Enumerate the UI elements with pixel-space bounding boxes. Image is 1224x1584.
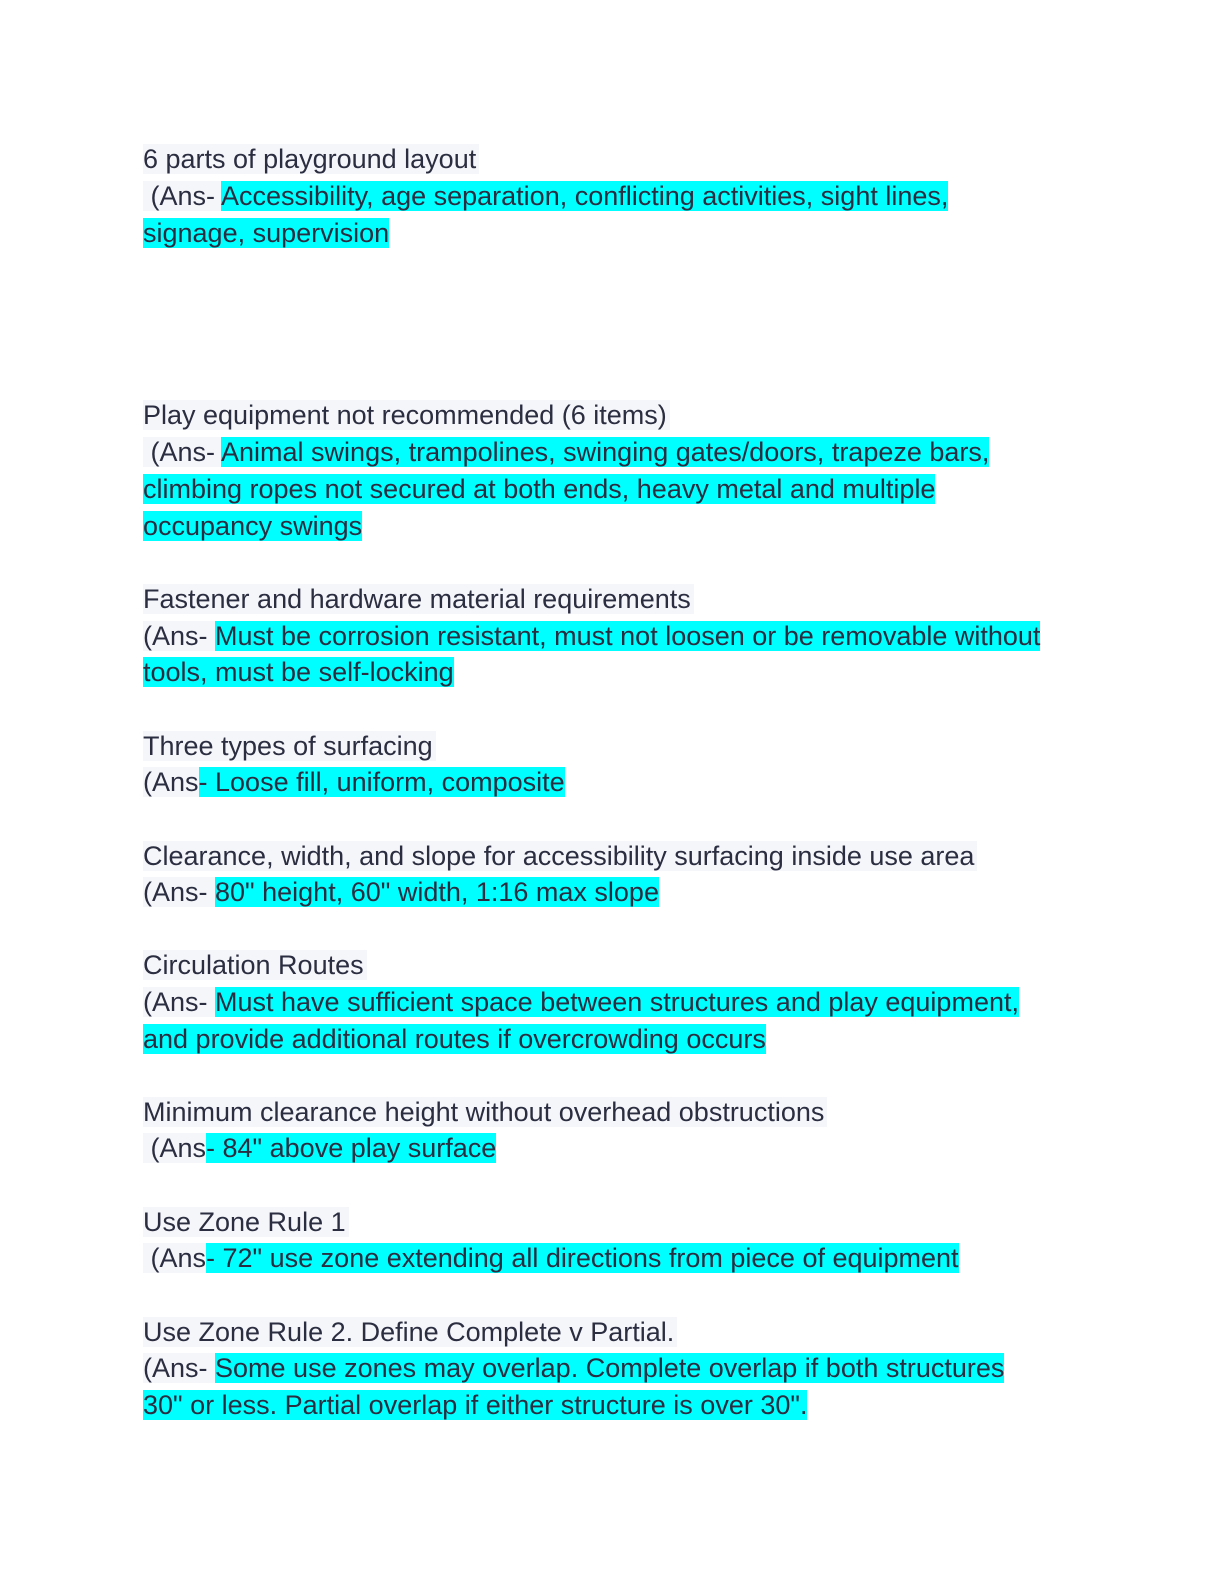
question-label: Fastener and hardware material requirements <box>143 584 694 614</box>
answer-highlight: Animal swings, trampolines, swinging gates/doors, trapeze bars, <box>221 437 990 467</box>
answer-prefix: (Ans- <box>143 621 216 651</box>
answer-prefix: (Ans- <box>143 1353 216 1383</box>
answer-highlight: signage, supervision <box>143 218 390 248</box>
answer-highlight: and provide additional routes if overcrowding occurs <box>143 1024 766 1054</box>
question-text <box>143 728 436 765</box>
answer-highlight: climbing ropes not secured at both ends, heavy metal and multiple <box>143 474 936 504</box>
question-text <box>143 1094 827 1131</box>
answer-line <box>143 1240 959 1277</box>
answer-highlight: - 84" above play surface <box>206 1133 497 1163</box>
answer-line <box>143 874 659 911</box>
answer-line <box>143 434 989 471</box>
answer-highlight: 80" height, 60" width, 1:16 max slope <box>215 877 659 907</box>
question-text <box>143 141 479 178</box>
answer-prefix: (Ans- <box>143 987 216 1017</box>
answer-highlight: - 72" use zone extending all directions from piece of equipment <box>206 1243 959 1273</box>
answer-line <box>143 178 948 215</box>
answer-highlight: 30" or less. Partial overlap if either structure is over 30". <box>143 1390 808 1420</box>
answer-line <box>143 1130 496 1167</box>
question-text <box>143 397 670 434</box>
answer-prefix: (Ans- <box>143 181 222 211</box>
question-text <box>143 947 367 984</box>
answer-line <box>143 764 565 801</box>
answer-highlight: tools, must be self-locking <box>143 657 454 687</box>
question-label: Play equipment not recommended (6 items) <box>143 400 670 430</box>
answer-highlight: occupancy swings <box>143 511 363 541</box>
question-label: Circulation Routes <box>143 950 367 980</box>
question-text <box>143 581 694 618</box>
question-label: Use Zone Rule 1 <box>143 1207 349 1237</box>
question-label: Minimum clearance height without overhead obstructions <box>143 1097 827 1127</box>
answer-prefix: (Ans <box>143 1133 207 1163</box>
answer-line <box>143 618 1040 655</box>
answer-line <box>143 654 454 691</box>
answer-highlight: - Loose fill, uniform, composite <box>198 767 565 797</box>
question-label: Use Zone Rule 2. Define Complete v Partial. <box>143 1317 677 1347</box>
question-label: 6 parts of playground layout <box>143 144 479 174</box>
answer-line <box>143 471 935 508</box>
answer-prefix: (Ans- <box>143 877 216 907</box>
question-text <box>143 1204 349 1241</box>
answer-line <box>143 1387 807 1424</box>
question-text <box>143 838 977 875</box>
answer-line <box>143 1350 1004 1387</box>
answer-line <box>143 508 362 545</box>
question-label: Clearance, width, and slope for accessibility surfacing inside use area <box>143 841 977 871</box>
question-label: Three types of surfacing <box>143 731 436 761</box>
answer-highlight: Some use zones may overlap. Complete overlap if both structures <box>215 1353 1005 1383</box>
answer-prefix: (Ans <box>143 1243 207 1273</box>
answer-highlight: Must be corrosion resistant, must not loosen or be removable without <box>215 621 1041 651</box>
answer-highlight: Accessibility, age separation, conflicting activities, sight lines, <box>221 181 949 211</box>
answer-prefix: (Ans <box>143 767 199 797</box>
answer-line <box>143 984 1019 1021</box>
answer-line <box>143 1021 766 1058</box>
answer-prefix: (Ans- <box>143 437 222 467</box>
question-text <box>143 1314 677 1351</box>
answer-line <box>143 215 389 252</box>
answer-highlight: Must have sufficient space between structures and play equipment, <box>215 987 1019 1017</box>
